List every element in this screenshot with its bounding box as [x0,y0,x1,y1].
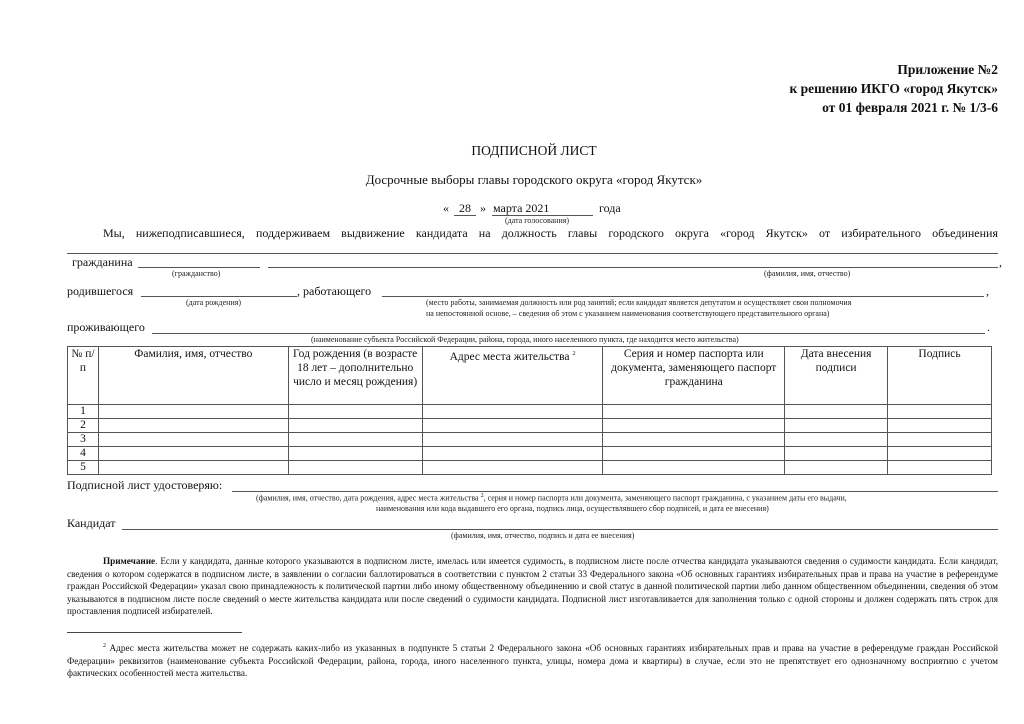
address-cell[interactable] [422,461,603,475]
candidate-label: Кандидат [67,516,116,530]
table-row [68,419,992,433]
table-row [68,461,992,475]
sign-date-cell[interactable] [785,405,888,419]
residence-caption: (наименование субъекта Российской Федерации, района, города, иного населенного пункта, где находится место жительства) [311,335,739,344]
page-subtitle: Досрочные выборы главы городского округа «город Якутск» [365,172,703,187]
table-row [68,405,992,419]
note-paragraph [67,555,998,618]
birth-year-cell[interactable] [288,419,422,433]
date-day-underline [454,215,476,216]
birth-year-cell[interactable] [288,447,422,461]
col-header-address: Адрес места жительства $^2$ [422,347,603,405]
passport-cell[interactable] [603,405,785,419]
fio-cell[interactable] [98,405,288,419]
col-header-sign-date: Дата внесения подписи [785,347,888,405]
date-close-quote: » [480,201,486,215]
footnote-separator [67,632,242,633]
date-caption: (дата голосования) [505,216,570,225]
certify-label: Подписной лист удостоверяю: [67,478,223,492]
citizen-label: гражданина [72,255,133,269]
association-field[interactable] [67,253,998,254]
table-row [68,433,992,447]
row-number: 4 [68,447,99,461]
passport-cell[interactable] [603,461,785,475]
workplace-caption-2: на непостоянной основе, – сведения об этом с указанием наименования соответствующего представительного органа) [426,309,830,318]
row-number: 5 [68,461,99,475]
citizen-comma: , [999,255,1002,269]
date-day-field[interactable]: 28 [459,201,471,215]
col-header-passport: Серия и номер паспорта или документа, заменяющего паспорт гражданина [603,347,785,405]
signature-cell[interactable] [888,405,992,419]
living-label: проживающего [67,320,145,334]
signature-cell[interactable] [888,461,992,475]
col-header-number: № п/п [68,347,99,405]
birth-year-cell[interactable] [288,405,422,419]
footnote-number: 2 [103,643,106,649]
col-header-birth-year: Год рождения (в возрасте 18 лет – дополнительно число и месяц рождения) [288,347,422,405]
certifier-caption-2: наименования или кода выдавшего его органа, подпись лица, осуществлявшего сбор подписей, и дата ее внесения) [376,504,769,513]
fio-caption: (фамилия, имя, отчество) [764,269,851,278]
sign-date-cell[interactable] [785,419,888,433]
fio-cell[interactable] [98,419,288,433]
page-title: ПОДПИСНОЙ ЛИСТ [471,143,597,158]
sign-date-cell[interactable] [785,447,888,461]
birth-date-caption: (дата рождения) [186,298,242,307]
footnote-text: Адрес места жительства может не содержать каких-либо из указанных в подпункте 5 статьи 2 Федерального закона «Об основных гарантиях избирательных прав и права на участие в референдуме граждан Российской Федерации» реквизитов (наименование субъекта Российской Федерации, района, города, иного населенного пункта, улицы, номера дома и квартиры) в случае, если это не препятствует его однозначному восприятию с учетом фактических особенностей места жительства. [67,643,998,679]
note-text: . Если у кандидата, данные которого указываются в подписном листе, имелась или имеется судимость, в подписном листе после отчества кандидата указываются сведения о судимости кандидата. Если кандидат, сведения о котором содержатся в подписном листе, в заявлении о согласии баллотироваться в соответствии с пунктом 2 статьи 33 Федерального закона «Об основных гарантиях избирательных прав и права на участие в референдуме граждан Российской Федерации» указал свою принадлежность к политической партии либо иному общественному объединению и свой статус в данной политической партии либо данном общественном объединении, сведения об этом указываются в подписном листе после сведений о месте жительства кандидата или после сведений о судимости кандидата. Подписной лист изготавливается для заполнения только с одной стороны и должен содержать пять строк для проставления подписей избирателей. [67,556,998,617]
fio-cell[interactable] [98,461,288,475]
address-cell[interactable] [422,447,603,461]
fio-cell[interactable] [98,447,288,461]
sign-date-cell[interactable] [785,433,888,447]
table-header-row [68,347,992,405]
citizenship-field[interactable] [138,267,260,268]
address-cell[interactable] [422,419,603,433]
intro-text: Мы, нижеподписавшиеся, поддерживаем выдвижение кандидата на должность главы городского округа «город Якутск» от избирательного объединения [103,226,998,240]
date-year-suffix: года [599,201,621,215]
working-comma: , [986,284,989,298]
fio-cell[interactable] [98,433,288,447]
appendix-header [790,60,998,117]
signature-cell[interactable] [888,419,992,433]
col-header-signature: Подпись [888,347,992,405]
candidate-field[interactable] [122,529,998,530]
certifier-caption-1: (фамилия, имя, отчество, дата рождения, адрес места жительства $^2$, серия и номер паспорта или документа, заменяющего паспорт гражданина, с указанием даты его выдачи, [256,493,847,503]
birth-year-cell[interactable] [288,461,422,475]
workplace-field[interactable] [382,296,984,297]
birth-date-field[interactable] [141,296,297,297]
passport-cell[interactable] [603,419,785,433]
working-label: , работающего [297,284,372,298]
signature-cell[interactable] [888,447,992,461]
candidate-caption: (фамилия, имя, отчество, подпись и дата ее внесения) [451,531,635,540]
note-heading: Примечание [103,556,156,566]
certifier-field[interactable] [232,491,998,492]
born-label: родившегося [67,284,134,298]
sign-date-cell[interactable] [785,461,888,475]
date-open-quote: « [443,201,449,215]
date-month-year-field[interactable]: марта 2021 [493,201,550,215]
row-number: 3 [68,433,99,447]
footnote-mark: 2 [572,351,576,357]
residence-field[interactable] [152,333,985,334]
appendix-decision: к решению ИКГО «город Якутск» [789,81,998,96]
address-cell[interactable] [422,405,603,419]
fio-field[interactable] [268,267,998,268]
birth-year-cell[interactable] [288,433,422,447]
passport-cell[interactable] [603,433,785,447]
citizenship-caption: (гражданство) [172,269,221,278]
signature-cell[interactable] [888,433,992,447]
address-cell[interactable] [422,433,603,447]
workplace-caption-1: (место работы, занимаемая должность или род занятий; если кандидат является депутатом и осуществляет свои полномочия [426,298,852,307]
passport-cell[interactable] [603,447,785,461]
col-header-fio: Фамилия, имя, отчество [98,347,288,405]
footnote [67,640,998,680]
table-row [68,447,992,461]
row-number: 1 [68,405,99,419]
living-period: . [987,320,990,334]
row-number: 2 [68,419,99,433]
appendix-number: Приложение №2 [897,62,998,77]
appendix-date: от 01 февраля 2021 г. № 1/3-6 [822,100,998,115]
signature-table [67,346,992,475]
